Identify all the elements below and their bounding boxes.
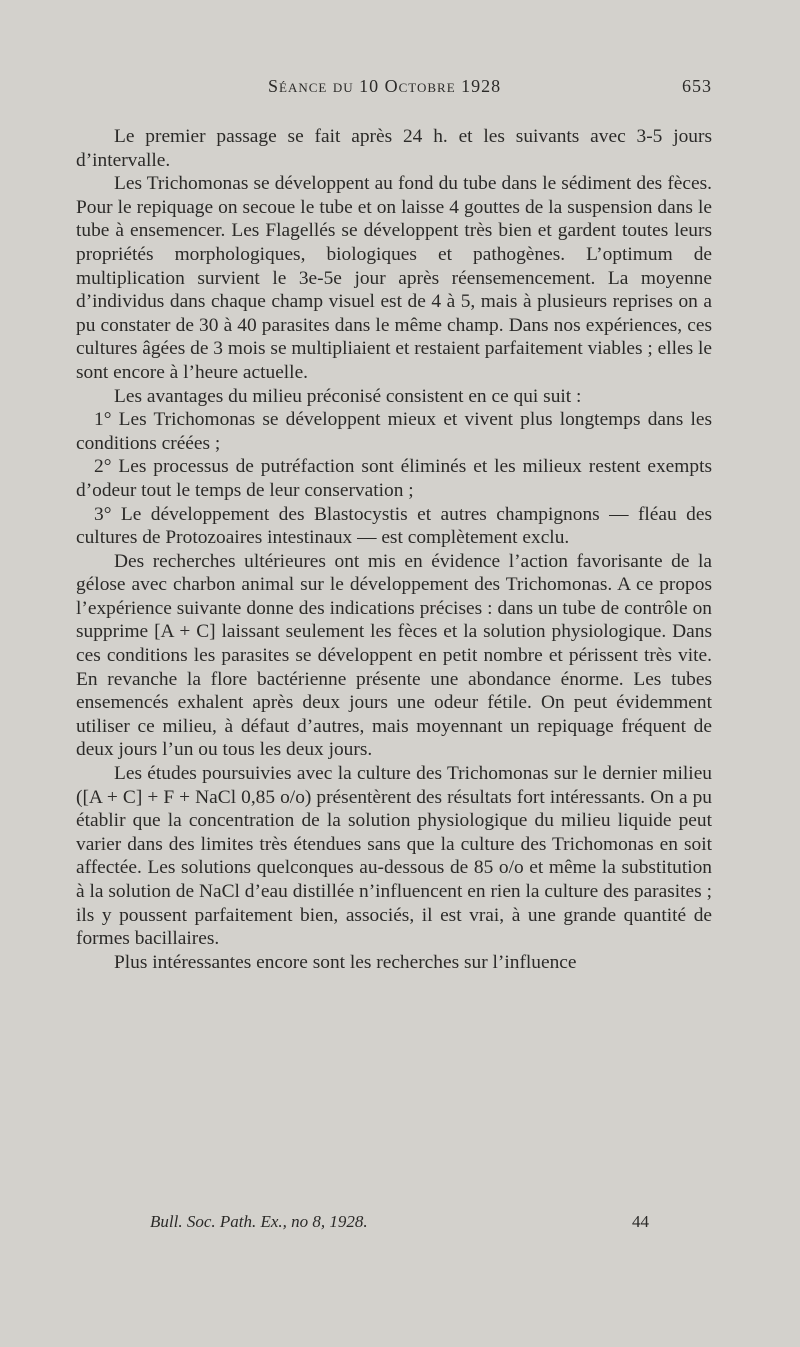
paragraph: Les Trichomonas se développent au fond du tube dans le sédiment des fèces. Pour le repiquage on secoue le tube et on laisse 4 gouttes de la suspension dans le tube à ensemencer. Les Flagellés se développent très bien et gardent toutes leurs propriétés morphologiques, biologiques et pathogènes. L’optimum de multiplication survient le 3e-5e jour après réensemencement. La moyenne d’individus dans chaque champ visuel est de 4 à 5, mais à plusieurs reprises on a pu constater de 30 à 40 parasites dans le même champ. Dans nos expériences, ces cultures âgées de 3 mois se multipliaient et restaient parfaitement viables ; elles le sont encore à l’heure actuelle. [76, 173, 712, 383]
header-title: Séance du 10 Octobre 1928 [268, 76, 502, 96]
paragraph: Le premier passage se fait après 24 h. et les suivants avec 3-5 jours d’intervalle. [76, 126, 712, 171]
signature-mark: 44 [632, 1212, 649, 1231]
body-text [76, 125, 712, 974]
paragraph: Les avantages du milieu préconisé consistent en ce qui suit : [114, 385, 582, 407]
footer-reference: Bull. Soc. Path. Ex., no 8, 1928. [150, 1212, 368, 1231]
running-header [76, 76, 712, 102]
list-item: 3° Le développement des Blastocystis et autres champignons — fléau des cultures de Protozoaires intestinaux — est complètement exclu. [76, 503, 712, 549]
page-footer [76, 1212, 712, 1236]
paragraph: Les études poursuivies avec la culture des Trichomonas sur le dernier milieu ([A + C] + F + NaCl 0,85 o/o) présentèrent des résultats fort intéressants. On a pu établir que la concentration de la solution physiologique du milieu liquide peut varier dans des limites très étendues sans que la culture des Trichomonas en soit affectée. Les solutions quelconques au-dessous de 85 o/o et même la substitution à la solution de NaCl d’eau distillée n’influencent en rien la culture des parasites ; ils y poussent parfaitement bien, associés, il est vrai, à une grande quantité de formes bacillaires. [76, 763, 712, 950]
paragraph: Des recherches ultérieures ont mis en évidence l’action favorisante de la gélose avec charbon animal sur le développement des Trichomonas. A ce propos l’expérience suivante donne des indications précises : dans un tube de contrôle on supprime [A + C] laissant seulement les fèces et la solution physiologique. Dans ces conditions les parasites se développent en petit nombre et périssent très vite. En revanche la flore bactérienne présente une abondance énorme. Les tubes ensemencés exhalent après deux jours une odeur fétile. On peut évidemment utiliser ce milieu, à défaut d’autres, mais moyennant un repiquage fréquent de deux jours l’un ou tous les deux jours. [76, 550, 712, 761]
list-item: 2° Les processus de putréfaction sont éliminés et les milieux restent exempts d’odeur tout le temps de leur conservation ; [76, 456, 712, 501]
list-item: 1° Les Trichomonas se développent mieux et vivent plus longtemps dans les conditions créées ; [76, 409, 712, 454]
page-number: 653 [682, 76, 712, 96]
paragraph: Plus intéressantes encore sont les recherches sur l’influence [114, 951, 577, 973]
